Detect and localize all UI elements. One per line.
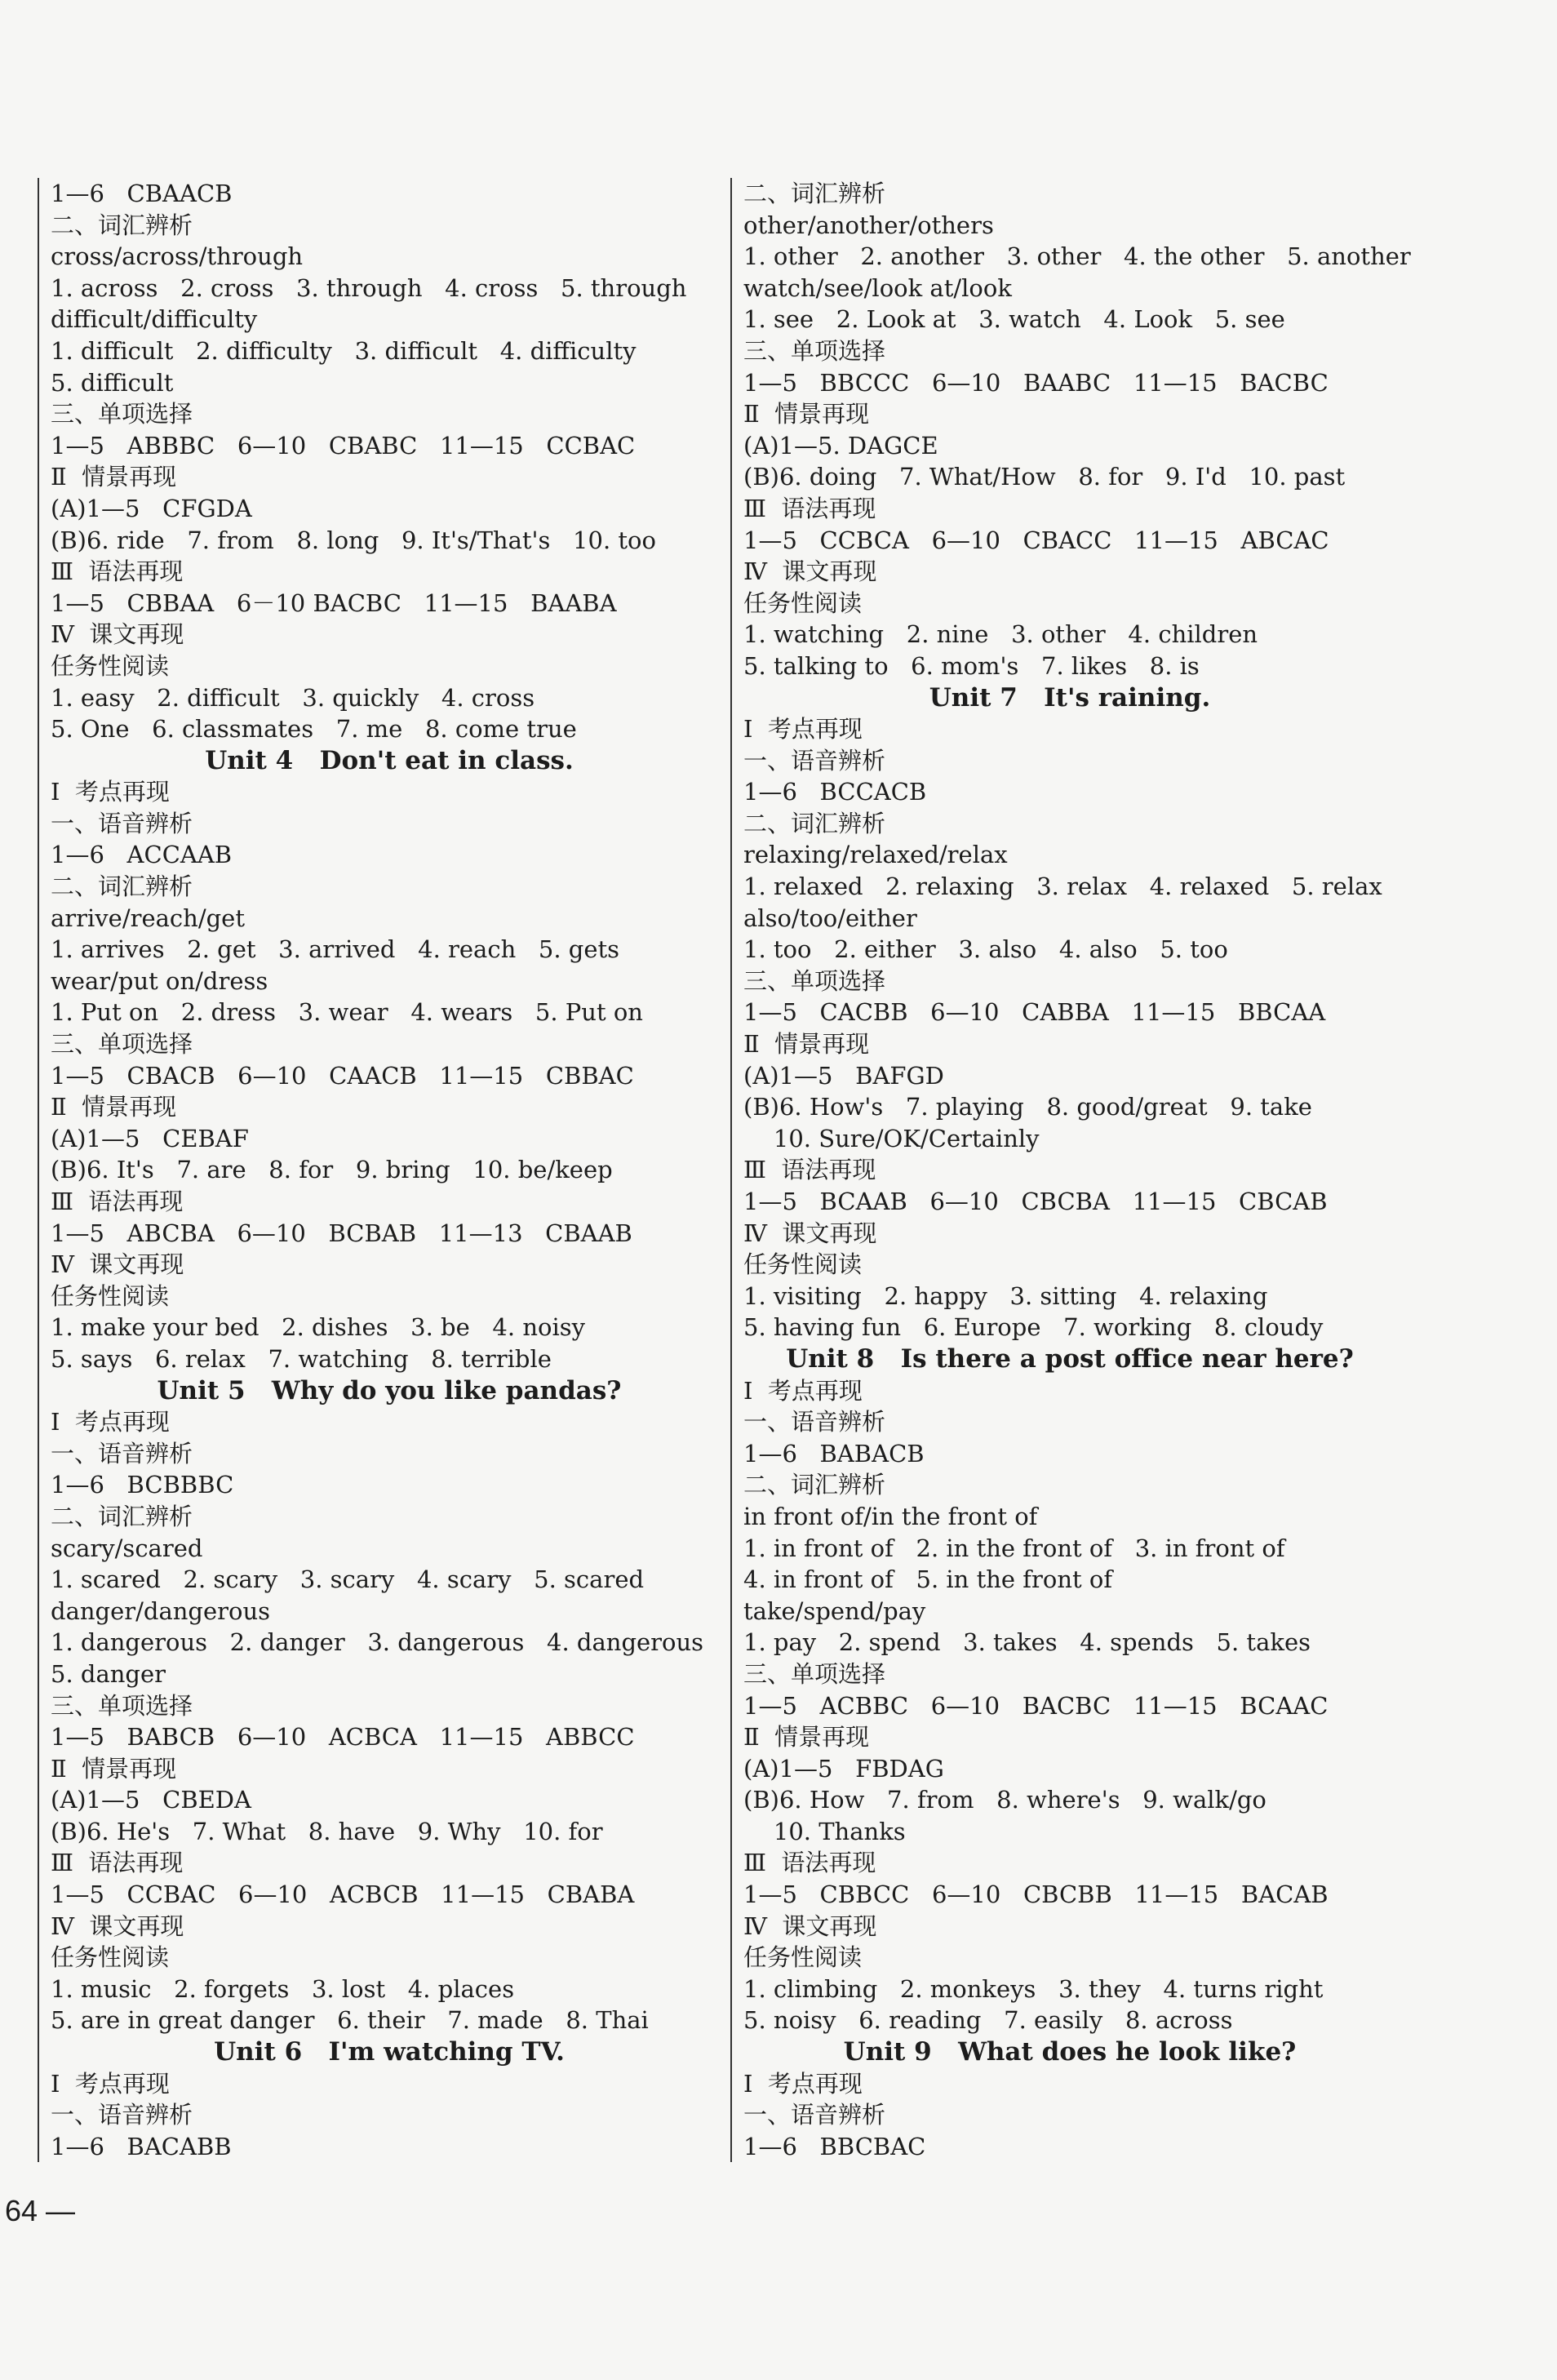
answer-line: take/spend/pay [743,1596,926,1625]
answer-line: 1. arrives 2. get 3. arrived 4. reach 5. gets [51,935,620,964]
answer-line: 1—5 ABBBC 6—10 CBABC 11—15 CCBAC [51,431,636,460]
answer-line: (A)1—5 CFGDA [51,494,252,522]
answer-line: 1—5 CBACB 6—10 CAACB 11—15 CBBAC [51,1061,634,1090]
answer-line: Ⅲ 语法再现 [743,1849,876,1877]
unit-heading: Unit 8 Is there a post office near here? [786,1343,1354,1374]
answer-line: Ⅰ 考点再现 [743,1376,863,1405]
answer-line: Ⅰ 考点再现 [51,2069,170,2098]
answer-line: watch/see/look at/look [743,273,1012,302]
answer-line: 二、词汇辨析 [743,1471,886,1499]
answer-line: 三、单项选择 [743,1659,886,1688]
answer-line: other/another/others [743,211,994,239]
answer-line: 1. see 2. Look at 3. watch 4. Look 5. see [743,305,1285,334]
unit-heading: Unit 6 I'm watching TV. [214,2037,565,2067]
answer-line: Ⅲ 语法再现 [51,1849,184,1877]
answer-line: 1. dangerous 2. danger 3. dangerous 4. dangerous [51,1628,704,1657]
answer-line: Ⅳ 课文再现 [51,1912,184,1940]
answer-line: 5. difficult [51,368,174,397]
answer-line: 1. make your bed 2. dishes 3. be 4. noisy [51,1313,585,1342]
answer-line: 10. Thanks [743,1817,906,1845]
answer-line: 10. Sure/OK/Certainly [743,1124,1040,1152]
answer-line: 5. talking to 6. mom's 7. likes 8. is [743,651,1200,680]
answer-line: Ⅰ 考点再现 [743,2069,863,2098]
answer-line: 1—5 CCBCA 6—10 CBACC 11—15 ABCAC [743,526,1329,554]
answer-line: (A)1—5 BAFGD [743,1061,944,1090]
answer-line: (B)6. How's 7. playing 8. good/great 9. take [743,1093,1312,1121]
answer-line: 1. across 2. cross 3. through 4. cross 5. through [51,273,687,302]
answer-line: 1—6 BACABB [51,2132,232,2160]
answer-line: 一、语音辨析 [743,1408,886,1436]
answer-line: 1—6 CBAACB [51,180,233,207]
page-number: 64 — [5,2194,76,2227]
answer-line: Ⅱ 情景再现 [51,1093,177,1121]
answer-line: Ⅳ 课文再现 [743,1219,877,1247]
answer-line: 任务性阅读 [743,588,863,617]
answer-line: also/too/either [743,904,917,932]
answer-line: (B)6. ride 7. from 8. long 9. It's/That's 10. too [51,526,656,554]
answer-line: 1. music 2. forgets 3. lost 4. places [51,1974,515,2003]
answer-line: 1—6 BABACB [743,1439,925,1468]
answer-line: 1. climbing 2. monkeys 3. they 4. turns right [743,1974,1324,2003]
answer-line: 一、语音辨析 [51,809,193,837]
answer-line: 1. pay 2. spend 3. takes 4. spends 5. takes [743,1628,1311,1657]
unit-heading: Unit 5 Why do you like pandas? [157,1375,622,1405]
answer-line: Ⅳ 课文再现 [51,620,184,649]
answer-line: 1—5 CCBAC 6—10 ACBCB 11—15 CBABA [51,1880,635,1909]
answer-line: 二、词汇辨析 [51,211,193,239]
answer-line: 1—5 BCAAB 6—10 CBCBA 11—15 CBCAB [743,1188,1328,1215]
answer-line: (B)6. doing 7. What/How 8. for 9. I'd 10. past [743,463,1346,491]
answer-line: 1. Put on 2. dress 3. wear 4. wears 5. Put on [51,998,643,1027]
answer-line: 三、单项选择 [51,1030,193,1059]
answer-line: Ⅲ 语法再现 [51,557,184,586]
answer-line: 1. watching 2. nine 3. other 4. children [743,620,1258,649]
answer-line: 1. easy 2. difficult 3. quickly 4. cross [51,683,535,712]
answer-line: Ⅳ 课文再现 [743,557,877,586]
answer-line: (A)1—5 CBEDA [51,1786,251,1814]
answer-line: Ⅳ 课文再现 [51,1250,184,1279]
answer-line: 1. difficult 2. difficulty 3. difficult 4. difficulty [51,336,637,365]
answer-line: scary/scared [51,1534,203,1562]
answer-line: 1—5 CBBAA 6－10 BACBC 11—15 BAABA [51,588,617,617]
answer-line: 三、单项选择 [743,966,886,995]
unit-heading: Unit 4 Don't eat in class. [205,745,574,775]
answer-line: 1. visiting 2. happy 3. sitting 4. relaxing [743,1281,1268,1310]
answer-line: 1—5 CACBB 6—10 CABBA 11—15 BBCAA [743,998,1326,1027]
answer-line: 5. says 6. relax 7. watching 8. terrible [51,1344,552,1373]
answer-line: 一、语音辨析 [51,1439,193,1468]
answer-line: danger/dangerous [51,1596,271,1625]
answer-line: 三、单项选择 [743,336,886,365]
answer-line: Ⅱ 情景再现 [51,463,177,491]
answer-line: (B)6. It's 7. are 8. for 9. bring 10. be/keep [51,1156,613,1184]
answer-line: 5. One 6. classmates 7. me 8. come true [51,715,577,744]
answer-line: 4. in front of 5. in the front of [743,1565,1113,1594]
right-column [730,178,1411,2162]
answer-line: 任务性阅读 [743,1250,863,1279]
answer-line: Ⅰ 考点再现 [51,778,170,806]
answer-line: 1. in front of 2. in the front of 3. in front of [743,1534,1285,1562]
answer-line: difficult/difficulty [51,305,258,334]
answer-line: 三、单项选择 [51,400,193,428]
answer-line: (A)1—5 FBDAG [743,1754,944,1783]
unit-heading: Unit 9 What does he look like? [843,2037,1297,2067]
answer-line: Ⅱ 情景再现 [51,1754,177,1783]
answer-line: 5. are in great danger 6. their 7. made 8. Thai [51,2006,649,2035]
answer-line: 1. other 2. another 3. other 4. the other 5. another [743,242,1411,271]
left-column [38,178,728,2162]
answer-line: 1. relaxed 2. relaxing 3. relax 4. relaxed 5. relax [743,873,1382,901]
answer-line: Ⅲ 语法再现 [51,1188,184,1215]
answer-line: (B)6. He's 7. What 8. have 9. Why 10. for [51,1817,603,1845]
answer-line: relaxing/relaxed/relax [743,841,1008,869]
answer-line: 任务性阅读 [51,1943,170,1972]
answer-line: Ⅲ 语法再现 [743,494,876,522]
answer-line: (B)6. How 7. from 8. where's 9. walk/go [743,1786,1266,1814]
answer-line: 1. too 2. either 3. also 4. also 5. too [743,935,1228,964]
answer-line: 1—5 BBCCC 6—10 BAABC 11—15 BACBC [743,368,1329,397]
answer-line: Ⅱ 情景再现 [743,400,870,428]
answer-line: in front of/in the front of [743,1502,1038,1530]
answer-line: wear/put on/dress [51,966,268,995]
answer-line: 1—6 BCBBBC [51,1471,234,1499]
answer-line: 1—6 BCCACB [743,778,927,806]
answer-line: 1—6 ACCAAB [51,841,233,869]
answer-line: 二、词汇辨析 [51,873,193,901]
answer-line: (A)1—5 CEBAF [51,1124,249,1152]
answer-line: arrive/reach/get [51,904,245,932]
answer-line: 1—5 BABCB 6—10 ACBCA 11—15 ABBCC [51,1723,635,1752]
answer-line: Ⅳ 课文再现 [743,1912,877,1940]
answer-line: 5. danger [51,1659,166,1688]
answer-line: 二、词汇辨析 [743,809,886,837]
answer-line: 一、语音辨析 [743,746,886,775]
answer-line: 5. having fun 6. Europe 7. working 8. cloudy [743,1313,1324,1342]
answer-line: (A)1—5. DAGCE [743,431,938,460]
answer-line: 1—5 ACBBC 6—10 BACBC 11—15 BCAAC [743,1691,1329,1720]
answer-line: 一、语音辨析 [743,2101,886,2129]
answer-line: 1—6 BBCBAC [743,2132,926,2160]
answer-line: Ⅰ 考点再现 [743,715,863,744]
answer-line: Ⅰ 考点再现 [51,1408,170,1436]
answer-line: 任务性阅读 [51,651,170,680]
unit-heading: Unit 7 It's raining. [929,682,1211,713]
answer-line: 一、语音辨析 [51,2101,193,2129]
answer-line: 5. noisy 6. reading 7. easily 8. across [743,2006,1233,2035]
answer-line: 任务性阅读 [51,1281,170,1310]
answer-line: Ⅲ 语法再现 [743,1156,876,1184]
answer-line: 1. scared 2. scary 3. scary 4. scary 5. scared [51,1565,645,1594]
answer-line: cross/across/through [51,242,304,271]
answer-line: 三、单项选择 [51,1691,193,1720]
answer-line: 二、词汇辨析 [51,1502,193,1530]
answer-line: Ⅱ 情景再现 [743,1030,870,1059]
answer-line: 1—5 CBBCC 6—10 CBCBB 11—15 BACAB [743,1880,1329,1909]
answer-line: 1—5 ABCBA 6—10 BCBAB 11—13 CBAAB [51,1219,632,1247]
answer-line: 任务性阅读 [743,1943,863,1972]
answer-line: Ⅱ 情景再现 [743,1723,870,1752]
answer-line: 二、词汇辨析 [743,180,886,207]
